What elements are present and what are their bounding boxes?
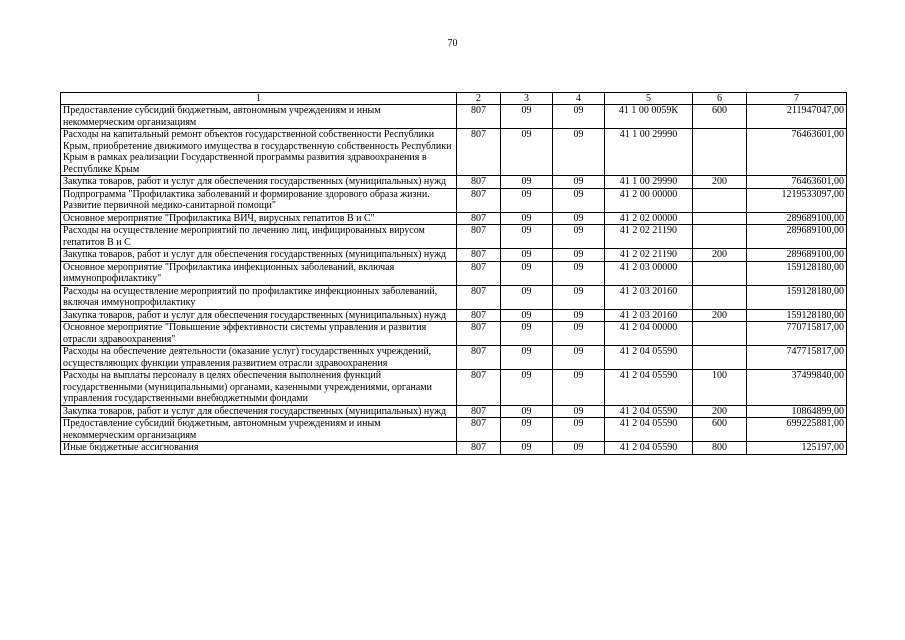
cell-subsection: 09 — [553, 188, 605, 212]
cell-subsection: 09 — [553, 442, 605, 455]
cell-target-article: 41 2 00 00000 — [605, 188, 693, 212]
cell-amount: 76463601,00 — [747, 129, 847, 176]
cell-ministry-code: 807 — [457, 285, 501, 309]
cell-ministry-code: 807 — [457, 105, 501, 129]
cell-subsection: 09 — [553, 105, 605, 129]
column-header: 5 — [605, 93, 693, 105]
cell-ministry-code: 807 — [457, 418, 501, 442]
row-description: Расходы на осуществление мероприятий по лечению лиц, инфицированных вирусом гепатитов В и С — [61, 225, 457, 249]
column-header: 6 — [693, 93, 747, 105]
table-row — [61, 418, 847, 442]
cell-target-article: 41 2 02 21190 — [605, 249, 693, 262]
cell-expense-type: 200 — [693, 405, 747, 418]
cell-subsection: 09 — [553, 309, 605, 322]
cell-subsection: 09 — [553, 225, 605, 249]
table-row — [61, 176, 847, 189]
cell-subsection: 09 — [553, 261, 605, 285]
cell-expense-type — [693, 346, 747, 370]
table-row — [61, 249, 847, 262]
table-row — [61, 188, 847, 212]
row-description: Основное мероприятие "Профилактика инфекционных заболеваний, включая иммунопрофилактику" — [61, 261, 457, 285]
cell-subsection: 09 — [553, 322, 605, 346]
table-row — [61, 309, 847, 322]
cell-ministry-code: 807 — [457, 188, 501, 212]
cell-section: 09 — [501, 322, 553, 346]
cell-target-article: 41 1 00 0059К — [605, 105, 693, 129]
cell-target-article: 41 2 04 05590 — [605, 346, 693, 370]
cell-section: 09 — [501, 261, 553, 285]
cell-section: 09 — [501, 370, 553, 406]
cell-section: 09 — [501, 309, 553, 322]
cell-ministry-code: 807 — [457, 249, 501, 262]
cell-amount: 76463601,00 — [747, 176, 847, 189]
table-row — [61, 370, 847, 406]
cell-expense-type — [693, 188, 747, 212]
page-number: 70 — [447, 38, 458, 49]
cell-target-article: 41 2 02 21190 — [605, 225, 693, 249]
cell-section: 09 — [501, 249, 553, 262]
cell-amount: 747715817,00 — [747, 346, 847, 370]
cell-subsection: 09 — [553, 405, 605, 418]
row-description: Предоставление субсидий бюджетным, автономным учреждениям и иным некоммерческим организациям — [61, 105, 457, 129]
table-header-row — [61, 93, 847, 105]
table-body — [61, 105, 847, 455]
cell-section: 09 — [501, 405, 553, 418]
cell-ministry-code: 807 — [457, 129, 501, 176]
cell-ministry-code: 807 — [457, 405, 501, 418]
row-description: Основное мероприятие "Профилактика ВИЧ, вирусных гепатитов В и С" — [61, 212, 457, 225]
cell-amount: 159128180,00 — [747, 309, 847, 322]
cell-subsection: 09 — [553, 249, 605, 262]
cell-ministry-code: 807 — [457, 212, 501, 225]
cell-section: 09 — [501, 129, 553, 176]
cell-expense-type — [693, 261, 747, 285]
table-row — [61, 442, 847, 455]
cell-ministry-code: 807 — [457, 176, 501, 189]
table-row — [61, 346, 847, 370]
cell-expense-type: 200 — [693, 176, 747, 189]
cell-amount: 1219533097,00 — [747, 188, 847, 212]
row-description: Расходы на обеспечение деятельности (оказание услуг) государственных учреждений, осуществляющих функции управления развитием отрасли здравоохранения — [61, 346, 457, 370]
cell-amount: 159128180,00 — [747, 261, 847, 285]
cell-amount: 10864899,00 — [747, 405, 847, 418]
cell-section: 09 — [501, 442, 553, 455]
cell-expense-type — [693, 285, 747, 309]
cell-expense-type: 600 — [693, 418, 747, 442]
table-row — [61, 261, 847, 285]
table-row — [61, 129, 847, 176]
cell-ministry-code: 807 — [457, 225, 501, 249]
cell-expense-type — [693, 225, 747, 249]
cell-ministry-code: 807 — [457, 261, 501, 285]
column-header: 7 — [747, 93, 847, 105]
cell-section: 09 — [501, 176, 553, 189]
cell-target-article: 41 2 03 20160 — [605, 285, 693, 309]
cell-subsection: 09 — [553, 370, 605, 406]
cell-target-article: 41 2 03 00000 — [605, 261, 693, 285]
row-description: Закупка товаров, работ и услуг для обеспечения государственных (муниципальных) нужд — [61, 405, 457, 418]
column-header: 4 — [553, 93, 605, 105]
cell-subsection: 09 — [553, 129, 605, 176]
cell-subsection: 09 — [553, 346, 605, 370]
cell-target-article: 41 1 00 29990 — [605, 129, 693, 176]
row-description: Закупка товаров, работ и услуг для обеспечения государственных (муниципальных) нужд — [61, 309, 457, 322]
cell-section: 09 — [501, 346, 553, 370]
column-header: 3 — [501, 93, 553, 105]
cell-subsection: 09 — [553, 285, 605, 309]
cell-ministry-code: 807 — [457, 442, 501, 455]
table-row — [61, 225, 847, 249]
cell-expense-type: 200 — [693, 249, 747, 262]
cell-section: 09 — [501, 225, 553, 249]
cell-expense-type: 800 — [693, 442, 747, 455]
row-description: Иные бюджетные ассигнования — [61, 442, 457, 455]
cell-amount: 211947047,00 — [747, 105, 847, 129]
cell-amount: 37499840,00 — [747, 370, 847, 406]
row-description: Расходы на выплаты персоналу в целях обеспечения выполнения функций государственными (муниципальными) органами, казенными учреждениями, органами управления государственными внебюджетными фондами — [61, 370, 457, 406]
column-header: 2 — [457, 93, 501, 105]
cell-target-article: 41 2 02 00000 — [605, 212, 693, 225]
table-row — [61, 212, 847, 225]
cell-target-article: 41 2 04 05590 — [605, 418, 693, 442]
row-description: Расходы на капитальный ремонт объектов государственной собственности Республики Крым, приобретение движимого имущества в государственную собственность Республики Крым в рамках реализации Государственной программы развития здравоохранения в Республике Крым — [61, 129, 457, 176]
cell-expense-type: 100 — [693, 370, 747, 406]
cell-amount: 770715817,00 — [747, 322, 847, 346]
cell-target-article: 41 2 04 05590 — [605, 442, 693, 455]
cell-section: 09 — [501, 285, 553, 309]
cell-ministry-code: 807 — [457, 309, 501, 322]
row-description: Расходы на осуществление мероприятий по профилактике инфекционных заболеваний, включая иммунопрофилактику — [61, 285, 457, 309]
cell-target-article: 41 1 00 29990 — [605, 176, 693, 189]
cell-target-article: 41 2 04 05590 — [605, 405, 693, 418]
cell-amount: 289689100,00 — [747, 212, 847, 225]
cell-expense-type — [693, 322, 747, 346]
cell-amount: 125197,00 — [747, 442, 847, 455]
row-description: Основное мероприятие "Повышение эффективности системы управления и развития отрасли здравоохранения" — [61, 322, 457, 346]
cell-expense-type: 200 — [693, 309, 747, 322]
cell-section: 09 — [501, 188, 553, 212]
cell-ministry-code: 807 — [457, 346, 501, 370]
cell-amount: 699225881,00 — [747, 418, 847, 442]
cell-amount: 289689100,00 — [747, 249, 847, 262]
cell-section: 09 — [501, 105, 553, 129]
table-row — [61, 405, 847, 418]
cell-expense-type — [693, 129, 747, 176]
row-description: Закупка товаров, работ и услуг для обеспечения государственных (муниципальных) нужд — [61, 176, 457, 189]
cell-subsection: 09 — [553, 176, 605, 189]
cell-subsection: 09 — [553, 212, 605, 225]
cell-target-article: 41 2 04 00000 — [605, 322, 693, 346]
table-row — [61, 285, 847, 309]
cell-ministry-code: 807 — [457, 370, 501, 406]
table-row — [61, 105, 847, 129]
cell-expense-type — [693, 212, 747, 225]
cell-section: 09 — [501, 418, 553, 442]
cell-section: 09 — [501, 212, 553, 225]
column-header: 1 — [61, 93, 457, 105]
cell-amount: 289689100,00 — [747, 225, 847, 249]
cell-target-article: 41 2 04 05590 — [605, 370, 693, 406]
budget-table — [60, 92, 847, 455]
cell-ministry-code: 807 — [457, 322, 501, 346]
cell-target-article: 41 2 03 20160 — [605, 309, 693, 322]
row-description: Предоставление субсидий бюджетным, автономным учреждениям и иным некоммерческим организациям — [61, 418, 457, 442]
row-description: Подпрограмма "Профилактика заболеваний и формирование здорового образа жизни. Развитие первичной медико-санитарной помощи" — [61, 188, 457, 212]
table-row — [61, 322, 847, 346]
row-description: Закупка товаров, работ и услуг для обеспечения государственных (муниципальных) нужд — [61, 249, 457, 262]
cell-amount: 159128180,00 — [747, 285, 847, 309]
cell-subsection: 09 — [553, 418, 605, 442]
cell-expense-type: 600 — [693, 105, 747, 129]
